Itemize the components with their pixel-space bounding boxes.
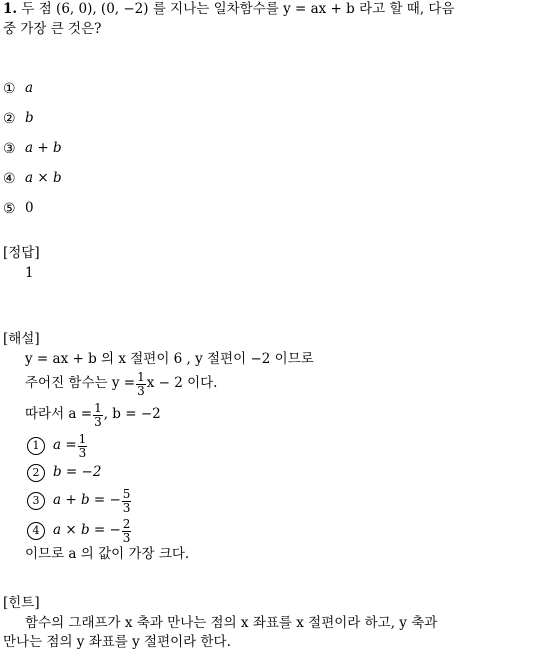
explanation-item-3 bbox=[3, 485, 532, 517]
hint-line-1: 함수의 그래프가 x 축과 만나는 점의 x 좌표를 x 절편이라 하고, y 축과 bbox=[25, 614, 438, 631]
fraction bbox=[78, 433, 88, 459]
fraction-denominator: 3 bbox=[78, 445, 87, 460]
explanation-item-1 bbox=[3, 431, 532, 461]
question-line-1 bbox=[3, 0, 532, 20]
explanation-text: 따라서 a = bbox=[25, 406, 93, 423]
option-2[interactable] bbox=[3, 104, 532, 134]
option-label: 0 bbox=[25, 200, 34, 217]
explanation-line-1: y = ax + b 의 x 절편이 6 , y 절편이 −2 이므로 bbox=[25, 350, 314, 367]
item-expr: a + b = − bbox=[53, 492, 121, 509]
circled-number: 2 bbox=[27, 464, 45, 482]
fraction-denominator: 3 bbox=[122, 500, 131, 515]
explanation-item-2 bbox=[3, 461, 532, 485]
circled-number: 3 bbox=[27, 492, 45, 510]
explanation-text: , b = −2 bbox=[103, 406, 161, 423]
options-list bbox=[3, 74, 532, 224]
option-5[interactable] bbox=[3, 194, 532, 224]
fraction-numerator: 1 bbox=[78, 432, 87, 447]
hint-header: [힌트] bbox=[3, 595, 40, 611]
option-label: b bbox=[25, 110, 34, 127]
circled-number: 4 bbox=[27, 522, 45, 540]
item-expr: b = −2 bbox=[53, 464, 102, 481]
fraction-denominator: 3 bbox=[122, 530, 131, 545]
item-expr: a × b = − bbox=[53, 522, 121, 539]
explanation-line-3 bbox=[3, 399, 532, 431]
option-mark: ⑤ bbox=[3, 200, 16, 217]
answer-value: 1 bbox=[25, 264, 34, 281]
option-label: a × b bbox=[25, 170, 62, 187]
explanation-section bbox=[3, 330, 532, 565]
question-text-2: 중 가장 큰 것은? bbox=[3, 20, 102, 37]
fraction-denominator: 3 bbox=[94, 414, 102, 429]
answer-section bbox=[3, 244, 532, 283]
explanation-conclusion: 이므로 a 의 값이 가장 크다. bbox=[25, 546, 190, 563]
option-4[interactable] bbox=[3, 164, 532, 194]
hint-line-2: 만나는 점의 y 좌표를 y 절편이라 한다. bbox=[3, 634, 231, 651]
fraction-denominator: 3 bbox=[137, 383, 145, 398]
explanation-item-4 bbox=[3, 517, 532, 545]
explanation-text: x − 2 이다. bbox=[146, 375, 218, 392]
option-label: a + b bbox=[25, 140, 62, 157]
fraction-numerator: 5 bbox=[122, 487, 131, 502]
option-3[interactable] bbox=[3, 134, 532, 164]
option-1[interactable] bbox=[3, 74, 532, 104]
option-label: a bbox=[25, 80, 34, 97]
explanation-text: 주어진 함수는 y = bbox=[25, 375, 136, 392]
option-mark: ④ bbox=[3, 170, 16, 187]
fraction-numerator: 1 bbox=[137, 370, 145, 385]
fraction-numerator: 2 bbox=[122, 517, 131, 532]
fraction bbox=[93, 402, 103, 428]
option-mark: ③ bbox=[3, 140, 16, 157]
hint-section bbox=[3, 594, 532, 653]
circled-number: 1 bbox=[27, 437, 45, 455]
fraction-numerator: 1 bbox=[94, 401, 102, 416]
answer-header: [정답] bbox=[3, 245, 40, 261]
question-text-1: 두 점 (6, 0), (0, −2) 를 지나는 일차함수를 y = ax + b 라고 할 때, 다음 bbox=[21, 1, 455, 17]
question bbox=[3, 0, 532, 39]
explanation-line-2 bbox=[3, 369, 532, 399]
question-number: 1. bbox=[3, 1, 18, 17]
option-mark: ① bbox=[3, 80, 16, 97]
item-expr: a = bbox=[53, 437, 77, 454]
option-mark: ② bbox=[3, 110, 16, 127]
fraction bbox=[122, 518, 132, 544]
fraction bbox=[136, 371, 146, 397]
fraction bbox=[122, 488, 132, 514]
explanation-header: [해설] bbox=[3, 331, 40, 347]
